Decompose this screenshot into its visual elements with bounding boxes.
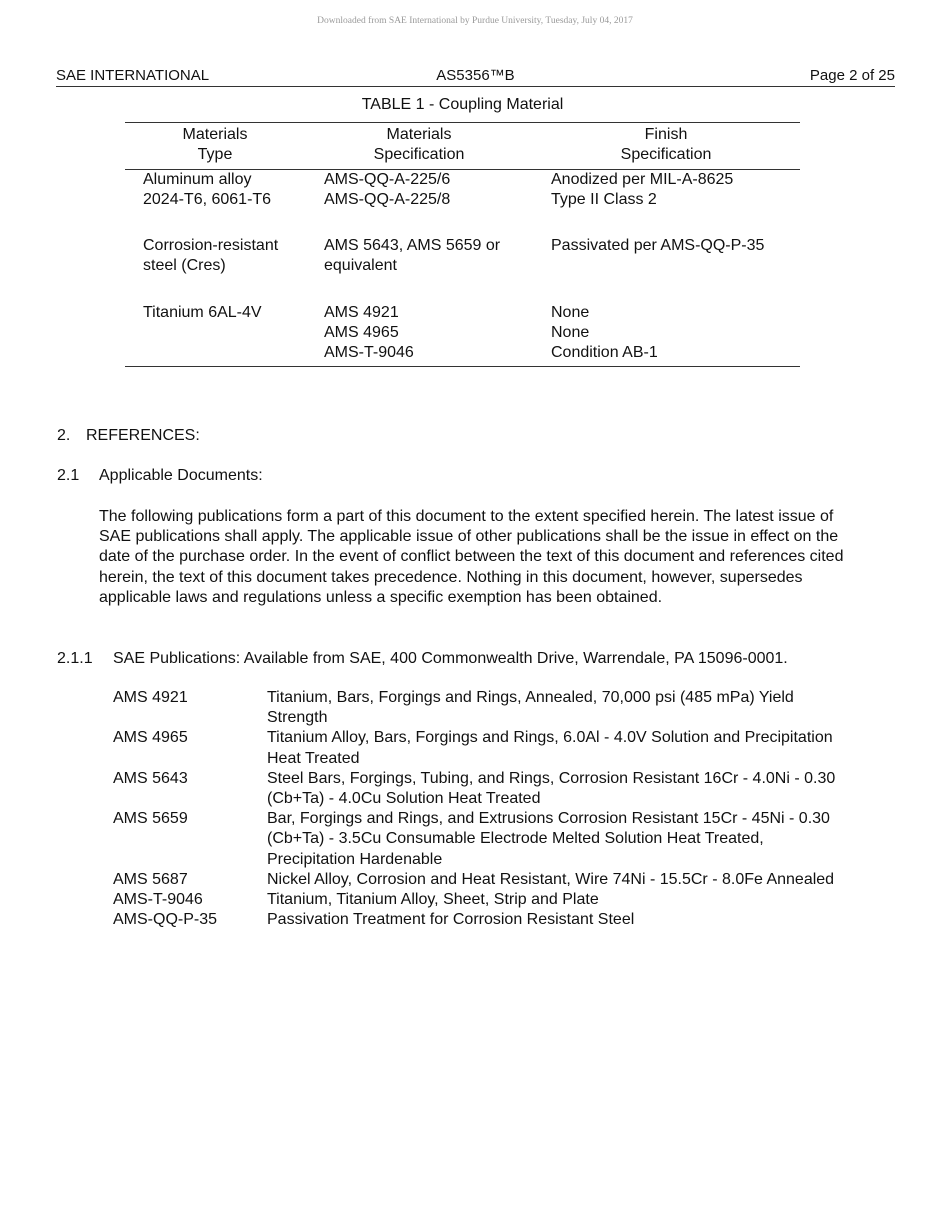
table-row-cres bbox=[125, 236, 800, 303]
coupling-material-table bbox=[125, 122, 800, 367]
list-item bbox=[113, 890, 853, 910]
reference-title: Steel Bars, Forgings, Tubing, and Rings, Corrosion Resistant 16Cr - 4.0Ni - 0.30 (Cb+Ta) - 4.0Cu Solution Heat Treated bbox=[267, 769, 836, 808]
cell-line: None bbox=[551, 304, 590, 321]
reference-code: AMS 4921 bbox=[113, 689, 188, 706]
applicable-documents-paragraph: The following publications form a part of this document to the extent specified herein. The latest issue of SAE publications shall apply. The applicable issue of other publications shall be the issue in effect on the date of the purchase order. In the event of conflict between the text of this document and references cited herein, the text of this document takes precedence. Nothing in this document, however, supersedes applicable laws and regulations unless a specific exemption has been obtained. bbox=[99, 508, 844, 606]
cell-line: AMS 4921 bbox=[324, 304, 399, 321]
section-2-1-1-heading bbox=[57, 649, 917, 669]
reference-title: Nickel Alloy, Corrosion and Heat Resistant, Wire 74Ni - 15.5Cr - 8.0Fe Annealed bbox=[267, 870, 835, 888]
cell-line: 2024-T6, 6061-T6 bbox=[143, 191, 272, 208]
section-number: 2.1 bbox=[57, 467, 80, 484]
section-title: SAE Publications: Available from SAE, 400 Commonwealth Drive, Warrendale, PA 15096-0001. bbox=[113, 650, 788, 667]
list-item bbox=[113, 870, 853, 890]
page-header bbox=[56, 66, 895, 87]
cell-spec bbox=[324, 303, 544, 363]
reference-title: Passivation Treatment for Corrosion Resistant Steel bbox=[267, 911, 635, 929]
header-page-number: Page 2 of 25 bbox=[809, 67, 895, 84]
header-materials-spec bbox=[319, 125, 519, 165]
header-line: Materials bbox=[182, 126, 248, 143]
cell-line: Aluminum alloy bbox=[143, 171, 252, 188]
section-title: Applicable Documents: bbox=[99, 467, 263, 484]
cell-line: AMS-QQ-A-225/8 bbox=[324, 191, 451, 208]
list-item bbox=[113, 728, 853, 768]
cell-line: steel (Cres) bbox=[143, 257, 226, 274]
header-org: SAE INTERNATIONAL bbox=[56, 67, 210, 84]
reference-title: Titanium, Bars, Forgings and Rings, Annealed, 70,000 psi (485 mPa) Yield Strength bbox=[267, 689, 794, 727]
section-number: 2.1.1 bbox=[57, 650, 93, 667]
table-title: TABLE 1 - Coupling Material bbox=[361, 96, 564, 113]
cell-line: Titanium 6AL-4V bbox=[143, 304, 262, 321]
cell-spec bbox=[324, 236, 544, 276]
header-line: Specification bbox=[373, 146, 465, 163]
table-header-row bbox=[125, 123, 800, 170]
reference-title: Titanium, Titanium Alloy, Sheet, Strip and Plate bbox=[267, 891, 599, 909]
cell-line: AMS 5643, AMS 5659 or bbox=[324, 237, 501, 254]
cell-line: None bbox=[551, 324, 590, 341]
cell-line: AMS-T-9046 bbox=[324, 344, 414, 361]
cell-spec bbox=[324, 170, 544, 210]
cell-line: AMS-QQ-A-225/6 bbox=[324, 171, 451, 188]
cell-line: Passivated per AMS-QQ-P-35 bbox=[551, 237, 765, 254]
reference-title: Bar, Forgings and Rings, and Extrusions Corrosion Resistant 15Cr - 45Ni - 0.30 (Cb+Ta) - 3.5Cu Consumable Electrode Melted Solution Heat Treated, Precipitation Hardenable bbox=[267, 810, 830, 868]
list-item bbox=[113, 688, 853, 728]
reference-code: AMS 5687 bbox=[113, 870, 188, 888]
header-doc-number: AS5356™B bbox=[436, 67, 515, 84]
cell-finish bbox=[551, 236, 796, 256]
cell-line: equivalent bbox=[324, 257, 397, 274]
download-watermark: Downloaded from SAE International by Purdue University, Tuesday, July 04, 2017 bbox=[317, 16, 633, 26]
header-line: Type bbox=[197, 146, 233, 163]
reference-code: AMS 4965 bbox=[113, 729, 188, 747]
cell-type bbox=[143, 236, 318, 276]
cell-line: Condition AB-1 bbox=[551, 344, 658, 361]
table-row-aluminum bbox=[125, 170, 800, 236]
header-line: Materials bbox=[386, 126, 452, 143]
section-2-1-heading bbox=[57, 466, 457, 486]
sae-publications-list bbox=[113, 688, 853, 930]
cell-line: Corrosion-resistant bbox=[143, 237, 279, 254]
cell-line: Anodized per MIL-A-8625 bbox=[551, 171, 734, 188]
cell-finish bbox=[551, 170, 796, 210]
list-item bbox=[113, 809, 853, 870]
header-finish-spec bbox=[545, 125, 787, 165]
section-2-heading bbox=[57, 426, 457, 446]
list-item bbox=[113, 769, 853, 809]
reference-code: AMS-QQ-P-35 bbox=[113, 911, 218, 929]
header-materials-type bbox=[125, 125, 305, 165]
section-title: REFERENCES: bbox=[86, 427, 200, 444]
header-line: Specification bbox=[620, 146, 712, 163]
reference-title: Titanium Alloy, Bars, Forgings and Rings, 6.0Al - 4.0V Solution and Precipitation Heat Treated bbox=[267, 729, 833, 767]
list-item bbox=[113, 910, 853, 930]
cell-type bbox=[143, 170, 318, 210]
section-number: 2. bbox=[57, 427, 71, 444]
reference-code: AMS 5643 bbox=[113, 769, 188, 787]
cell-line: Type II Class 2 bbox=[551, 191, 657, 208]
reference-code: AMS 5659 bbox=[113, 810, 188, 828]
reference-code: AMS-T-9046 bbox=[113, 891, 203, 909]
table-row-titanium bbox=[125, 303, 800, 366]
cell-finish bbox=[551, 303, 796, 363]
header-line: Finish bbox=[644, 126, 688, 143]
cell-line: AMS 4965 bbox=[324, 324, 399, 341]
cell-type bbox=[143, 303, 318, 323]
